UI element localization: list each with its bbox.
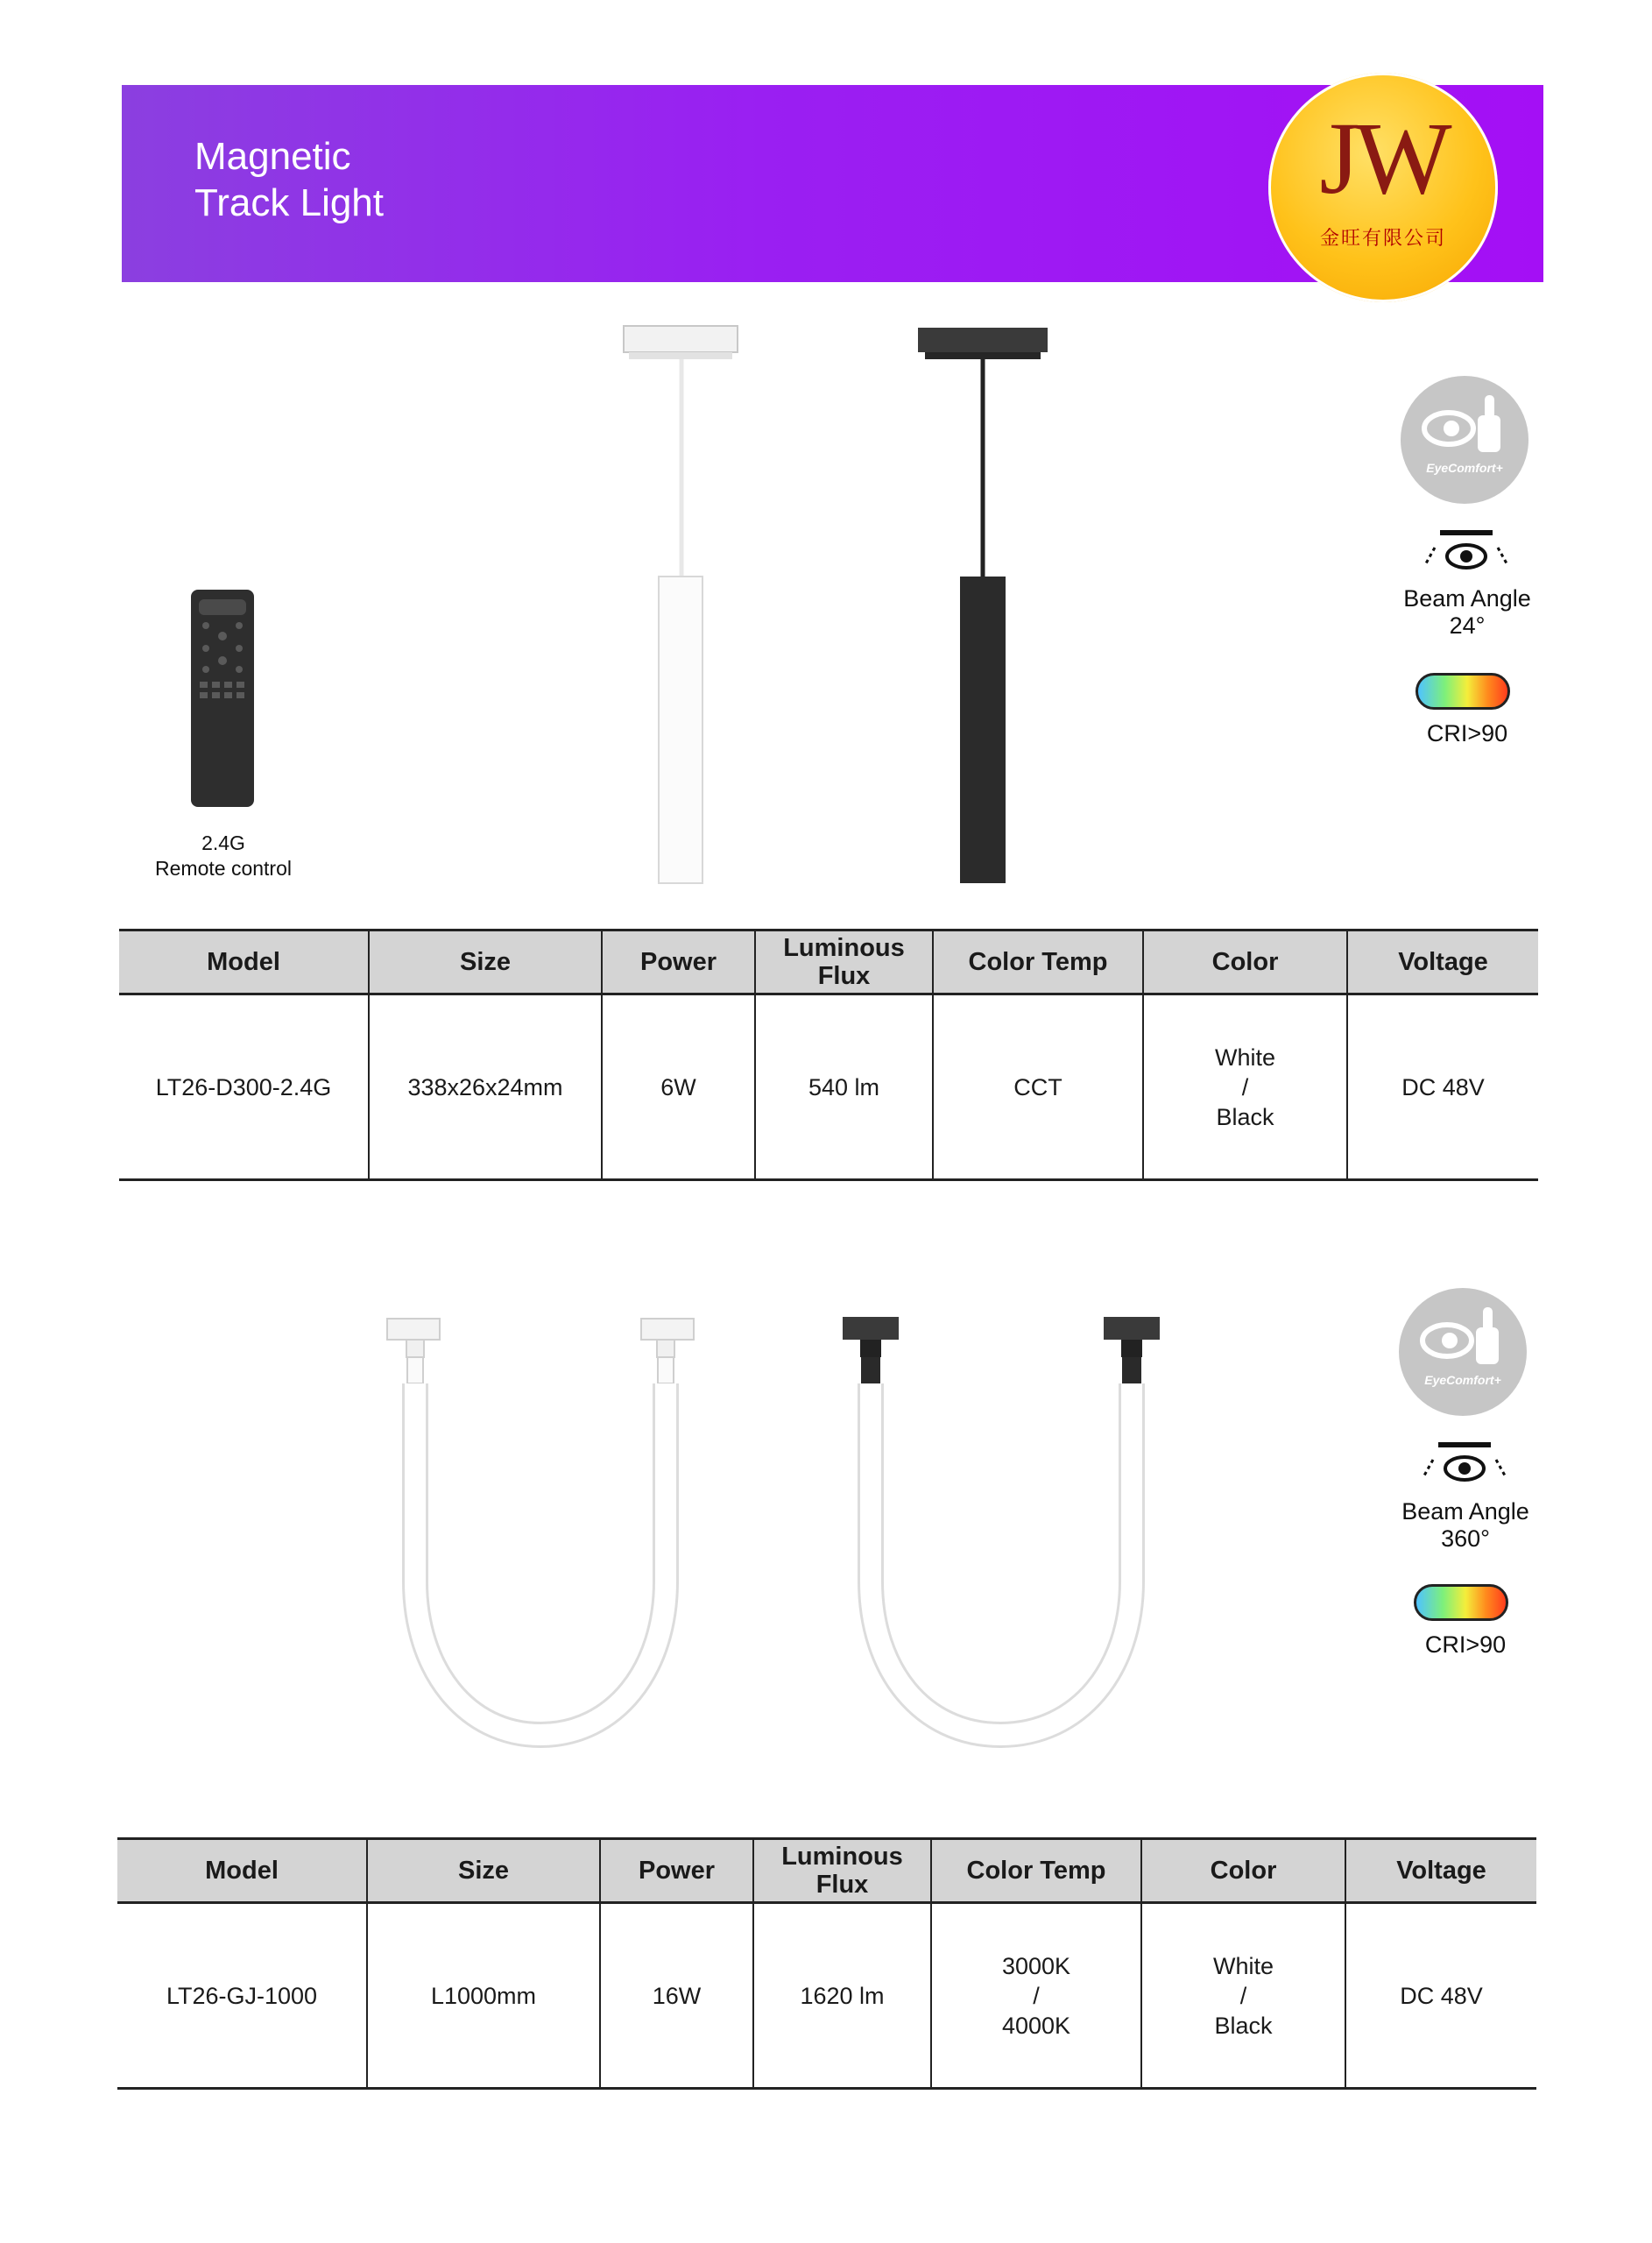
header-color-temp: Color Temp: [931, 1839, 1141, 1903]
beam-angle-label: Beam Angle: [1401, 1498, 1529, 1525]
eye-comfort-badge: [1399, 1288, 1527, 1416]
cell-color-line2: /: [1239, 1982, 1247, 2009]
remote-caption-line2: Remote control: [155, 857, 292, 880]
spec-table: [119, 929, 1538, 1181]
cell-voltage: DC 48V: [1345, 1903, 1536, 2089]
page-title-line1: Magnetic: [194, 135, 351, 178]
pendant-light-image: [613, 315, 1069, 894]
remote-caption-line1: 2.4G: [201, 831, 245, 854]
header-color-temp: Color Temp: [933, 930, 1143, 994]
header-flux-line2: Flux: [815, 1871, 869, 1899]
beam-angle-icon: [1423, 1440, 1507, 1495]
cri-color-icon: [1415, 673, 1510, 710]
header-model: Model: [119, 930, 369, 994]
header-power: Power: [602, 930, 755, 994]
beam-angle-label: Beam Angle: [1403, 585, 1531, 612]
cell-voltage: DC 48V: [1347, 994, 1538, 1180]
cri-label: CRI>90: [1424, 1631, 1507, 1658]
remote-control-image: [188, 587, 258, 810]
table-row: [119, 994, 1538, 1180]
cri-label: CRI>90: [1426, 720, 1508, 746]
remote-caption: [123, 831, 324, 881]
header-voltage: Voltage: [1345, 1839, 1536, 1903]
cell-color-line1: White: [1214, 1044, 1276, 1071]
cell-color-line3: Black: [1216, 1103, 1274, 1130]
header-flux-line1: Luminous: [783, 934, 905, 962]
header-model: Model: [117, 1839, 367, 1903]
header-size: Size: [369, 930, 602, 994]
spec-table-header: [117, 1839, 1536, 1903]
cell-color-temp-line2: /: [1033, 1982, 1040, 2009]
header-size: Size: [367, 1839, 600, 1903]
brand-logo-subtext: 金旺有限公司: [1319, 227, 1446, 249]
cell-color: [1143, 994, 1347, 1180]
header-luminous-flux: [755, 930, 933, 994]
cell-color-temp-line1: 3000K: [1001, 1952, 1071, 1979]
cell-color: [1141, 1903, 1345, 2089]
cell-size: L1000mm: [367, 1903, 600, 2089]
cell-model: LT26-D300-2.4G: [119, 994, 369, 1180]
cell-color-temp-line3: 4000K: [1001, 2012, 1071, 2039]
page-title-line2: Track Light: [194, 181, 385, 224]
spec-table: [117, 1837, 1536, 2090]
cell-flux: 1620 lm: [753, 1903, 931, 2089]
header-luminous-flux: [753, 1839, 931, 1903]
cell-color-line2: /: [1241, 1073, 1249, 1100]
cell-color-line3: Black: [1214, 2012, 1273, 2039]
u-shape-light-image: [377, 1301, 1183, 1761]
brand-logo-text: JW: [1319, 101, 1447, 216]
eye-comfort-badge: [1401, 376, 1528, 504]
eye-comfort-label: EyeComfort+: [1426, 461, 1503, 475]
cell-color-temp: [931, 1903, 1141, 2089]
header-voltage: Voltage: [1347, 930, 1538, 994]
spec-table-header: [119, 930, 1538, 994]
cell-size: 338x26x24mm: [369, 994, 602, 1180]
cell-power: 16W: [600, 1903, 753, 2089]
table-row: [117, 1903, 1536, 2089]
cri-color-icon: [1414, 1584, 1508, 1621]
cell-model: LT26-GJ-1000: [117, 1903, 367, 2089]
header-flux-line2: Flux: [817, 962, 871, 990]
page-title: [194, 133, 384, 226]
eye-comfort-label: EyeComfort+: [1424, 1373, 1501, 1387]
cell-color-temp: CCT: [933, 994, 1143, 1180]
beam-angle-icon: [1424, 528, 1508, 583]
brand-logo: [1268, 73, 1498, 302]
header-color: Color: [1143, 930, 1347, 994]
header-power: Power: [600, 1839, 753, 1903]
eye-comfort-icon: [1399, 1288, 1527, 1376]
beam-angle-value: 360°: [1441, 1525, 1490, 1552]
cell-color-line1: White: [1212, 1952, 1274, 1979]
cell-power: 6W: [602, 994, 755, 1180]
eye-comfort-icon: [1401, 376, 1528, 463]
beam-angle-value: 24°: [1449, 612, 1486, 639]
cell-flux: 540 lm: [755, 994, 933, 1180]
beam-angle-text: [1378, 1498, 1553, 1553]
header-color: Color: [1141, 1839, 1345, 1903]
beam-angle-text: [1380, 585, 1555, 640]
header-flux-line1: Luminous: [781, 1843, 903, 1871]
